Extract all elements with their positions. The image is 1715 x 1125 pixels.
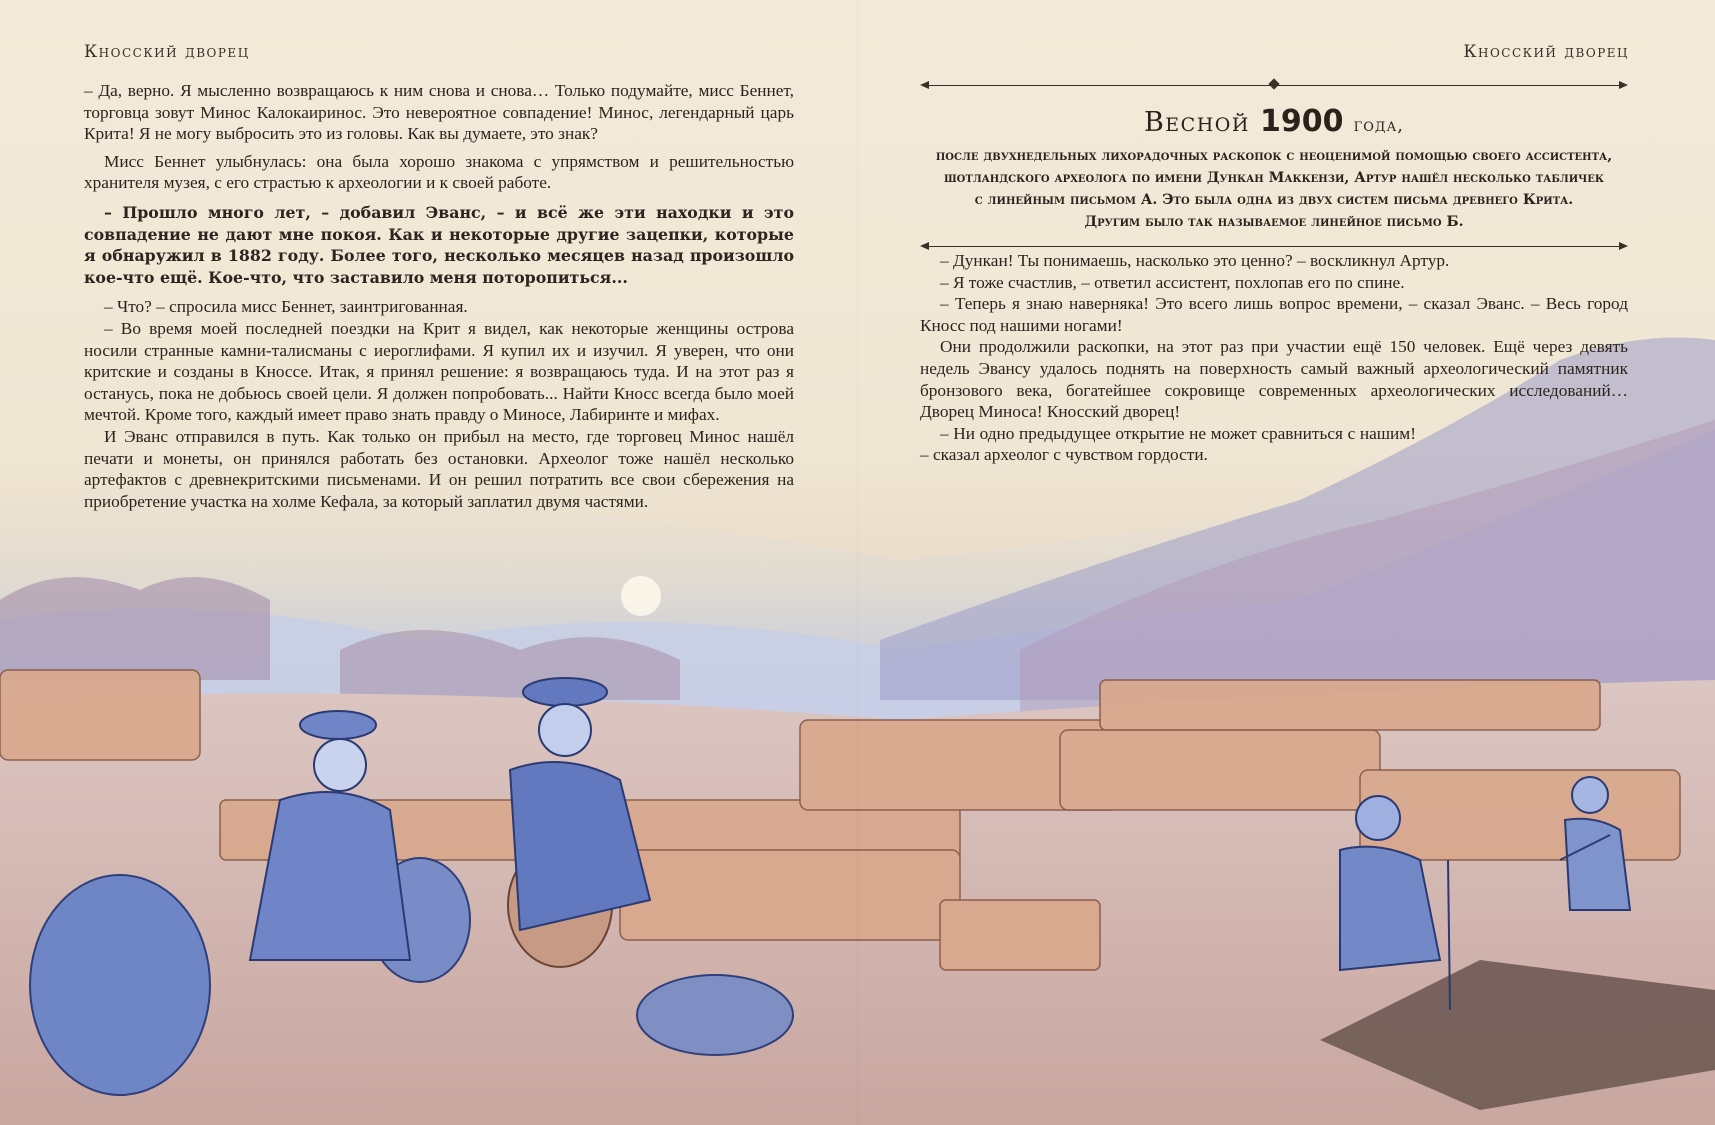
feature-line-2: шотландского археолога по имени Дункан Маккензи, Артур нашёл несколько табличек: [943, 170, 1605, 186]
feature-title-pre: Весной: [1143, 107, 1250, 138]
moon: [621, 576, 661, 616]
left-paragraph-4: – Что? – спросила мисс Беннет, заинтригованная.: [104, 297, 468, 317]
left-paragraph-5: – Во время моей последней поездки на Крит я видел, как некоторые женщины острова носили странные камни-талисманы с иероглифами. Я купил их и изучил. Я уверен, что они критские и созданы в Кноссе. Итак, я принял решение: я возвращаюсь туда. И на этот раз я останусь, пока не добьюсь своей цели. Я должен попробовать... Найти Кносс всегда было моей мечтой. Кроме того, каждый имеет право знать правду о Миносе, Лабиринте и мифах.: [84, 318, 794, 425]
right-paragraph-2: – Я тоже счастлив, – ответил ассистент, похлопав его по спине.: [940, 272, 1405, 292]
left-page-text: [84, 80, 794, 512]
feature-title-year: 1900: [1260, 104, 1344, 139]
right-paragraph-5: – Ни одно предыдущее открытие не может сравниться с нашим! – сказал археолог с чувством гордости.: [920, 423, 1416, 465]
feature-block: [920, 80, 1628, 251]
right-paragraph-3: – Теперь я знаю наверняка! Это всего лишь вопрос времени, – сказал Эванс. – Весь город Кносс под нашими ногами!: [920, 294, 1628, 335]
right-paragraph-1: – Дункан! Ты понимаешь, насколько это ценно? – воскликнул Артур.: [940, 251, 1450, 270]
feature-subtitle: [920, 145, 1628, 233]
feature-title: [920, 104, 1628, 139]
feature-line-3: с линейным письмом А. Это была одна из двух систем письма древнего Крита.: [974, 192, 1574, 208]
running-head-left: Кносский дворец: [84, 42, 250, 62]
running-head-right: Кносский дворец: [1463, 42, 1629, 62]
page-fold: [857, 0, 859, 1125]
ornamental-rule-top: [920, 80, 1628, 90]
left-paragraph-2: Мисс Беннет улыбнулась: она была хорошо знакома с упрямством и решительностью хранителя музея, с его страстью к археологии и к своей работе.: [84, 151, 794, 193]
left-paragraph-6: И Эванс отправился в путь. Как только он прибыл на место, где торговец Минос нашёл печати и монеты, он принялся работать без остановки. Археолог тоже нашёл несколько артефактов с древнекритскими письменами. И он решил потратить все свои сбережения на приобретение участка на холме Кефала, за который заплатил двумя частями.: [84, 426, 794, 511]
feature-line-4: Другим было так называемое линейное письмо Б.: [1084, 214, 1464, 230]
right-page-text: [920, 250, 1628, 466]
right-paragraph-4: Они продолжили раскопки, на этот раз при участии ещё 150 человек. Ещё через девять недель Эвансу удалось поднять на поверхность самый важный археологический памятник бронзового века, богатейшее сокровище современных археологических исследований… Дворец Миноса! Кносский дворец!: [920, 337, 1628, 422]
feature-title-post: года,: [1353, 115, 1405, 136]
basket: [637, 975, 793, 1055]
left-paragraph-3-bold: – Прошло много лет, – добавил Эванс, – и всё же эти находки и это совпадение не дают мне покоя. Как и некоторые другие зацепки, которые я обнаружил в 1882 году. Более того, несколько месяцев назад произошло кое-что ещё. Кое-что, что заставило меня поторопиться...: [84, 202, 794, 287]
feature-line-1: после двухнедельных лихорадочных раскопок с неоценимой помощью своего ассистента,: [935, 148, 1613, 164]
left-paragraph-1: – Да, верно. Я мысленно возвращаюсь к ним снова и снова… Только подумайте, мисс Беннет, торговца зовут Минос Калокаиринос. Это невероятное совпадение! Минос, легендарный царь Крита! Я не могу выбросить это из головы. Как вы думаете, это знак?: [84, 81, 794, 144]
large-pot: [30, 875, 210, 1095]
